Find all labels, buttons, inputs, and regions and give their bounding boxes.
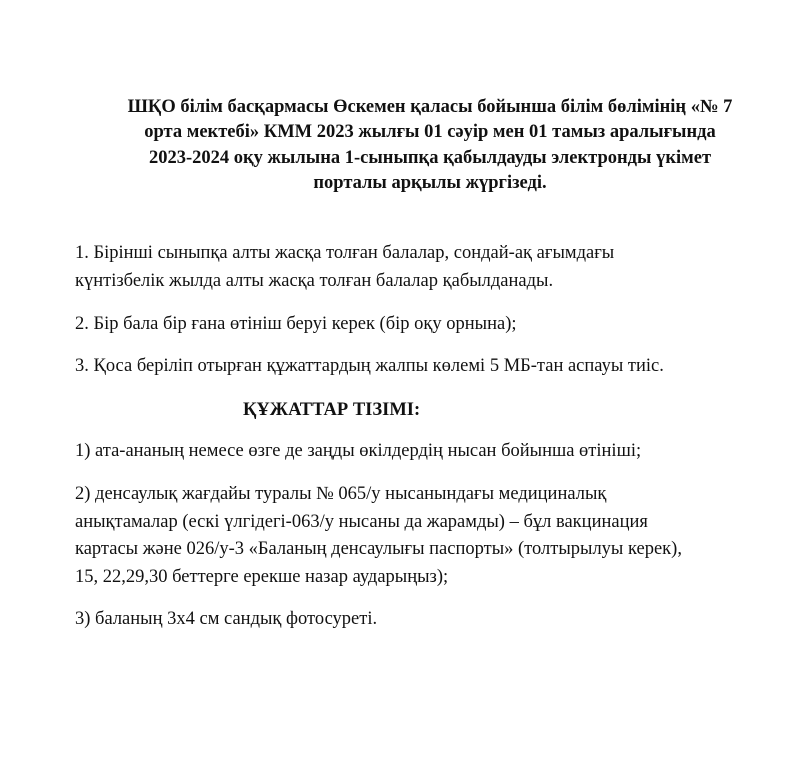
document-item-2-line: 2) денсаулық жағдайы туралы № 065/у нысанындағы медициналық: [75, 484, 607, 504]
document-item-1: 1) ата-ананың немесе өзге де заңды өкілдердің нысан бойынша өтініші;: [75, 441, 642, 461]
document-item-3: 3) баланың 3х4 см сандық фотосуреті.: [75, 609, 378, 629]
document-item-2-line: картасы және 026/у-3 «Баланың денсаулығы паспорты» (толтырылуы керек),: [75, 539, 682, 559]
rule-1-line: күнтізбелік жылда алты жасқа толған балалар қабылданады.: [75, 271, 554, 291]
rule-1-line: 1. Бірінші сыныпқа алты жасқа толған балалар, сондай-ақ ағымдағы: [75, 243, 615, 263]
title-line: 2023-2024 оқу жылына 1-сыныпқа қабылдауды электронды үкімет: [148, 148, 712, 168]
documents-heading: ҚҰЖАТТАР ТІЗІМІ:: [243, 400, 421, 420]
title-line: ШҚО білім басқармасы Өскемен қаласы бойынша білім бөлімінің «№ 7: [127, 97, 733, 117]
document-item-2-line: 15, 22,29,30 беттерге ерекше назар аударыңыз);: [75, 567, 449, 587]
title-line: порталы арқылы жүргізеді.: [313, 173, 547, 193]
title-line: орта мектебі» КММ 2023 жылғы 01 сәуір мен 01 тамыз аралығында: [144, 122, 716, 142]
document-item-2-line: анықтамалар (ескі үлгідегі-063/у нысаны да жарамды) – бұл вакцинация: [75, 512, 648, 532]
rule-3: 3. Қоса беріліп отырған құжаттардың жалпы көлемі 5 МБ-тан аспауы тиіс.: [75, 356, 664, 376]
rule-2: 2. Бір бала бір ғана өтініш беруі керек (бір оқу орнына);: [75, 314, 517, 334]
